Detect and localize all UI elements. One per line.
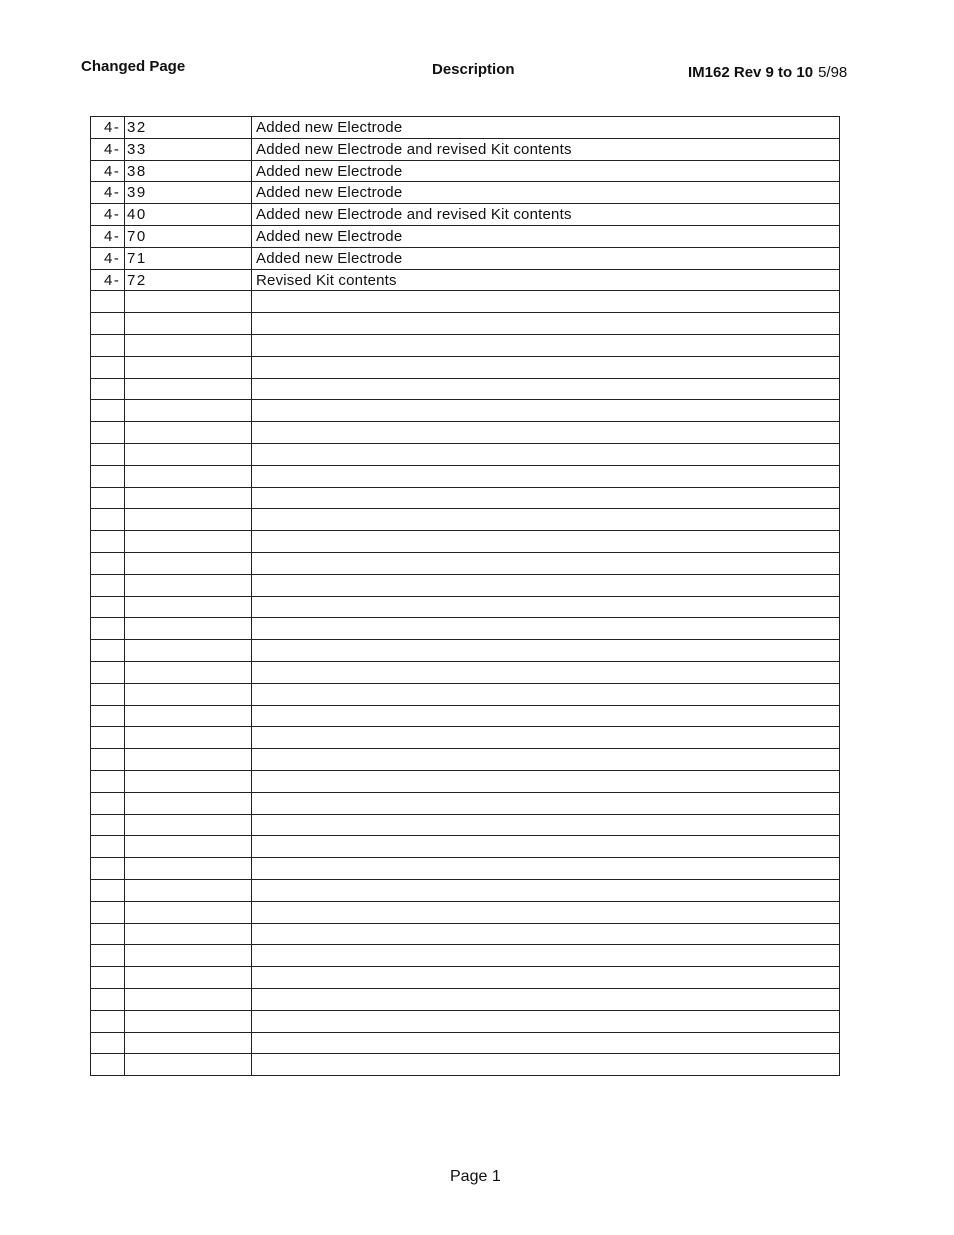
table-row [91,880,839,902]
table-row [91,270,839,292]
table-row [91,902,839,924]
chapter-cell: 4- [104,119,121,136]
header-changed-page: Changed Page [81,58,186,75]
table-row [91,313,839,335]
table-row [91,684,839,706]
chapter-cell: 4- [104,162,121,180]
page-cell: 33 [127,140,147,158]
table-row [91,204,839,226]
table-row [91,182,839,204]
table-row [91,553,839,575]
table-row [91,466,839,488]
table-row [91,597,839,619]
table-row [91,161,839,183]
table-row [91,488,839,510]
table-row [91,531,839,553]
page-cell: 72 [127,271,147,289]
table-row [91,291,839,313]
table-row [91,248,839,270]
revision-label: IM162 Rev 9 to 10 [688,64,814,81]
table-row [91,117,839,139]
table-row [91,357,839,379]
table-row [91,771,839,793]
table-row [91,1054,839,1076]
header-description: Description [432,61,515,78]
page-cell: 70 [127,228,147,245]
page-cell: 71 [127,249,147,267]
chapter-cell: 4- [104,271,121,289]
table-row [91,793,839,815]
table-row [91,945,839,967]
table-row [91,1011,839,1033]
description-cell: Revised Kit contents [256,271,397,289]
table-row [91,422,839,444]
table-row [91,706,839,728]
table-row [91,444,839,466]
table-row [91,640,839,662]
description-cell: Added new Electrode and revised Kit contents [256,206,572,224]
description-cell: Added new Electrode [256,162,403,180]
page-cell: 38 [127,162,147,180]
table-row [91,618,839,640]
page-number: Page 1 [450,1168,501,1185]
table-row [91,509,839,531]
description-cell: Added new Electrode [256,228,403,245]
revision-date: 5/98 [818,64,848,81]
table-row [91,924,839,946]
table-row [91,815,839,837]
table-row [91,335,839,357]
description-cell: Added new Electrode [256,184,403,202]
chapter-cell: 4- [104,249,121,267]
table-row [91,836,839,858]
description-cell: Added new Electrode and revised Kit contents [256,140,572,158]
table-row [91,379,839,401]
table-row [91,989,839,1011]
table-row [91,749,839,771]
table-row [91,1033,839,1055]
table-row [91,727,839,749]
table-row [91,226,839,248]
table-row [91,662,839,684]
chapter-cell: 4- [104,140,121,158]
page-cell: 39 [127,184,147,202]
chapter-cell: 4- [104,206,121,224]
description-cell: Added new Electrode [256,249,403,267]
table-row [91,575,839,597]
table-row [91,858,839,880]
page-cell: 40 [127,206,147,224]
table-row [91,967,839,989]
header-revision [688,64,847,81]
table-row [91,400,839,422]
table-row [91,139,839,161]
description-cell: Added new Electrode [256,119,403,136]
chapter-cell: 4- [104,184,121,202]
change-log-table [90,116,840,1076]
chapter-cell: 4- [104,228,121,245]
page-cell: 32 [127,119,147,136]
